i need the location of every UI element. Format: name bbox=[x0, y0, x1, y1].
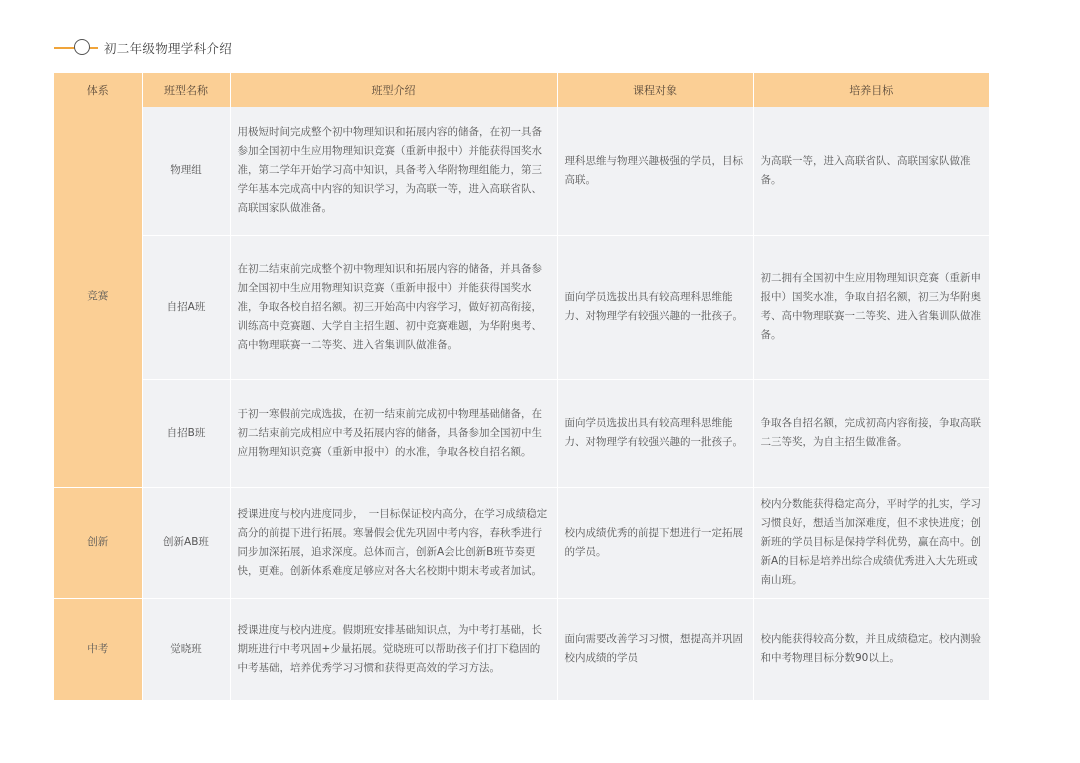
course-intro-table bbox=[54, 73, 989, 701]
table-row bbox=[54, 235, 989, 379]
table-row bbox=[54, 107, 989, 235]
course-target: 面向学员选拔出具有较高理科思维能力、对物理学有较强兴趣的一批孩子。 bbox=[557, 379, 753, 487]
table-header-row bbox=[54, 73, 989, 107]
class-intro: 用极短时间完成整个初中物理知识和拓展内容的储备，在初一具备参加全国初中生应用物理知识竞赛（重新申报中）并能获得国奖水准，第二学年开始学习高中知识，具备考入华附物理组能力，第三学年基本完成高中内容的知识学习，为高联一等，进入高联省队、高联国家队做准备。 bbox=[230, 107, 557, 235]
class-name: 觉晓班 bbox=[142, 598, 230, 700]
class-intro: 授课进度与校内进度。假期班安排基础知识点，为中考打基础，长期班进行中考巩固+少量拓展。觉晓班可以帮助孩子们打下稳固的中考基础，培养优秀学习习惯和获得更高效的学习方法。 bbox=[230, 598, 557, 700]
course-target: 面向学员选拔出具有较高理科思维能力、对物理学有较强兴趣的一批孩子。 bbox=[557, 235, 753, 379]
category-innovation: 创新 bbox=[54, 487, 142, 598]
header-system: 体系 bbox=[54, 73, 142, 107]
training-goal: 争取各自招名额，完成初高内容衔接，争取高联二三等奖，为自主招生做准备。 bbox=[753, 379, 989, 487]
course-target: 理科思维与物理兴趣极强的学员，目标高联。 bbox=[557, 107, 753, 235]
training-goal: 初二拥有全国初中生应用物理知识竞赛（重新申报中）国奖水准，争取自招名额，初三为华附奥考、高中物理联赛一二等奖、进入省集训队做准备。 bbox=[753, 235, 989, 379]
class-name: 物理组 bbox=[142, 107, 230, 235]
training-goal: 校内分数能获得稳定高分，平时学的扎实，学习习惯良好，想适当加深难度，但不求快进度；创新班的学员目标是保持学科优势，赢在高中。创新A的目标是培养出综合成绩优秀进入大先班或南山班。 bbox=[753, 487, 989, 598]
training-goal: 校内能获得较高分数，并且成绩稳定。校内测验和中考物理目标分数90以上。 bbox=[753, 598, 989, 700]
class-name: 自招B班 bbox=[142, 379, 230, 487]
category-zhongkao: 中考 bbox=[54, 598, 142, 700]
title-circle-icon bbox=[54, 36, 98, 60]
header-training-goal: 培养目标 bbox=[753, 73, 989, 107]
table-row bbox=[54, 598, 989, 700]
training-goal: 为高联一等，进入高联省队、高联国家队做准备。 bbox=[753, 107, 989, 235]
course-target: 面向需要改善学习习惯，想提高并巩固校内成绩的学员 bbox=[557, 598, 753, 700]
header-course-target: 课程对象 bbox=[557, 73, 753, 107]
category-competition: 竞赛 bbox=[54, 107, 142, 487]
class-intro: 在初二结束前完成整个初中物理知识和拓展内容的储备，并具备参加全国初中生应用物理知识竞赛（重新申报中）并能获得国奖水准，争取各校自招名额。初三开始高中内容学习，做好初高衔接，训练高中竞赛题、大学自主招生题、初中竞赛难题，为华附奥考、高中物理联赛一二等奖、进入省集训队做准备。 bbox=[230, 235, 557, 379]
class-name: 自招A班 bbox=[142, 235, 230, 379]
course-target: 校内成绩优秀的前提下想进行一定拓展的学员。 bbox=[557, 487, 753, 598]
class-intro: 于初一寒假前完成选拔，在初一结束前完成初中物理基础储备，在初二结束前完成相应中考及拓展内容的储备，具备参加全国初中生应用物理知识竞赛（重新申报中）的水准，争取各校自招名额。 bbox=[230, 379, 557, 487]
page-header bbox=[54, 36, 232, 60]
class-name: 创新AB班 bbox=[142, 487, 230, 598]
table-row bbox=[54, 487, 989, 598]
page-title: 初二年级物理学科介绍 bbox=[104, 41, 233, 56]
title-circle bbox=[74, 39, 90, 55]
class-intro: 授课进度与校内进度同步， 一目标保证校内高分，在学习成绩稳定高分的前提下进行拓展。寒暑假会优先巩固中考内容，春秋季进行同步加深拓展，追求深度。总体而言，创新A会比创新B班节奏更快，更难。创新体系难度足够应对各大名校期中期末考或者加试。 bbox=[230, 487, 557, 598]
header-class-name: 班型名称 bbox=[142, 73, 230, 107]
table-row bbox=[54, 379, 989, 487]
header-class-intro: 班型介绍 bbox=[230, 73, 557, 107]
